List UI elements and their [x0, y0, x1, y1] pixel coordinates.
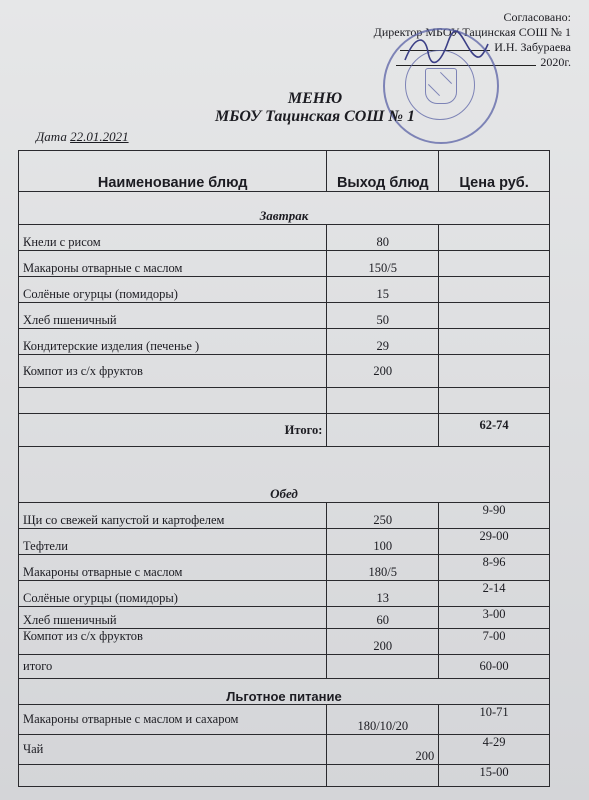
breakfast-total-row	[19, 414, 550, 447]
table-row	[19, 225, 550, 251]
date-label: Дата	[36, 129, 67, 144]
empty-cell	[19, 765, 327, 787]
lunch-total-row	[19, 655, 550, 679]
dish-name: Макароны отварные с маслом	[19, 555, 327, 581]
dish-price: 9-90	[439, 503, 550, 529]
director-signature	[400, 30, 490, 70]
dish-price: 7-00	[439, 629, 550, 655]
table-row	[19, 329, 550, 355]
approval-year: 2020г.	[540, 55, 571, 69]
menu-date	[36, 129, 129, 145]
dish-name: Кондитерские изделия (печенье )	[19, 329, 327, 355]
header-price: Цена руб.	[439, 151, 550, 192]
dish-price	[439, 355, 550, 388]
table-row	[19, 303, 550, 329]
empty-cell	[19, 388, 327, 414]
dish-output: 29	[327, 329, 439, 355]
section-row-benefit	[19, 679, 550, 705]
table-row	[19, 555, 550, 581]
dish-name: Солёные огурцы (помидоры)	[19, 581, 327, 607]
dish-output: 15	[327, 277, 439, 303]
table-row	[19, 529, 550, 555]
dish-output: 250	[327, 503, 439, 529]
dish-price: 10-71	[439, 705, 550, 735]
dish-output: 200	[327, 355, 439, 388]
approval-director: Директор МБОУ Тацинская СОШ № 1	[373, 25, 571, 39]
breakfast-total-label: Итого:	[19, 414, 327, 447]
dish-name: Компот из с/х фруктов	[19, 629, 327, 655]
empty-row	[19, 388, 550, 414]
benefit-total-row	[19, 765, 550, 787]
section-row-breakfast	[19, 192, 550, 225]
empty-cell	[327, 655, 439, 679]
dish-price	[439, 225, 550, 251]
header-output: Выход блюд	[327, 151, 439, 192]
school-name: МБОУ Тацинская СОШ № 1	[215, 108, 415, 125]
table-row	[19, 607, 550, 629]
dish-name: Хлеб пшеничный	[19, 303, 327, 329]
dish-price: 2-14	[439, 581, 550, 607]
table-row	[19, 581, 550, 607]
dish-output: 100	[327, 529, 439, 555]
header-dish-name: Наименование блюд	[19, 151, 327, 192]
table-row	[19, 705, 550, 735]
benefit-total-value: 15-00	[439, 765, 550, 787]
dish-output: 200	[327, 629, 439, 655]
breakfast-total-value: 62-74	[439, 414, 550, 447]
dish-output: 80	[327, 225, 439, 251]
dish-name: Хлеб пшеничный	[19, 607, 327, 629]
dish-price: 29-00	[439, 529, 550, 555]
approval-name: И.Н. Забураева	[494, 40, 571, 54]
table-row	[19, 735, 550, 765]
empty-cell	[327, 388, 439, 414]
section-row-lunch	[19, 447, 550, 503]
empty-cell	[327, 414, 439, 447]
table-row	[19, 629, 550, 655]
approval-heading: Согласовано:	[503, 10, 571, 24]
dish-price: 8-96	[439, 555, 550, 581]
table-header-row	[19, 151, 550, 192]
lunch-total-label: итого	[19, 655, 327, 679]
empty-cell	[327, 765, 439, 787]
dish-name: Чай	[19, 735, 327, 765]
dish-name: Макароны отварные с маслом	[19, 251, 327, 277]
section-title-breakfast: Завтрак	[19, 192, 550, 225]
dish-name: Компот из с/х фруктов	[19, 355, 327, 388]
date-value: 22.01.2021	[70, 129, 129, 144]
dish-name: Кнели с рисом	[19, 225, 327, 251]
section-title-benefit: Льготное питание	[19, 679, 550, 705]
table-row	[19, 503, 550, 529]
section-title-lunch: Обед	[19, 447, 550, 503]
dish-output: 13	[327, 581, 439, 607]
dish-price	[439, 303, 550, 329]
table-row	[19, 355, 550, 388]
dish-output: 180/10/20	[327, 705, 439, 735]
table-row	[19, 277, 550, 303]
dish-price	[439, 251, 550, 277]
dish-name: Щи со свежей капустой и картофелем	[19, 503, 327, 529]
dish-price: 4-29	[439, 735, 550, 765]
menu-title: МЕНЮ	[287, 90, 343, 107]
dish-price: 3-00	[439, 607, 550, 629]
lunch-total-value: 60-00	[439, 655, 550, 679]
dish-name: Макароны отварные с маслом и сахаром	[19, 705, 327, 735]
dish-price	[439, 329, 550, 355]
dish-output: 50	[327, 303, 439, 329]
menu-table	[18, 150, 550, 787]
table-row	[19, 251, 550, 277]
dish-output: 200	[327, 735, 439, 765]
dish-output: 60	[327, 607, 439, 629]
empty-cell	[439, 388, 550, 414]
dish-output: 150/5	[327, 251, 439, 277]
dish-name: Тефтели	[19, 529, 327, 555]
dish-price	[439, 277, 550, 303]
dish-output: 180/5	[327, 555, 439, 581]
dish-name: Солёные огурцы (помидоры)	[19, 277, 327, 303]
